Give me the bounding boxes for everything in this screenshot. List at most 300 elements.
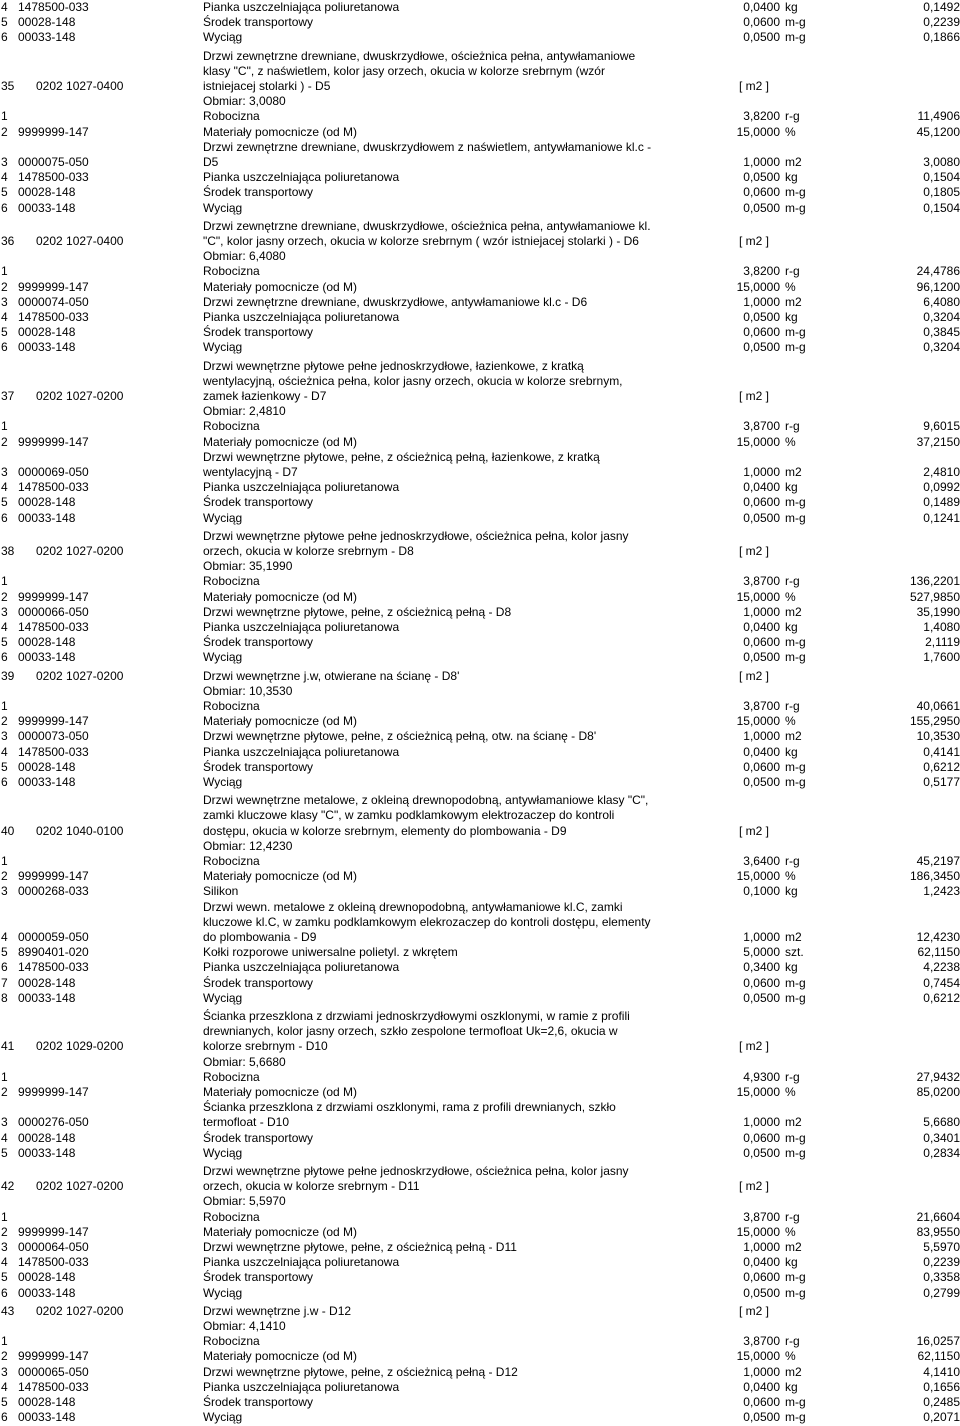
total-value: 0,0992	[923, 480, 960, 495]
quantity-value: 0,0600	[743, 1130, 780, 1145]
unit-label: m2	[785, 1240, 802, 1254]
unit-bracket: [ m2 ]	[739, 1179, 770, 1194]
row-number: 41	[1, 1039, 15, 1054]
resource-row	[0, 264, 960, 279]
unit-label: m2	[785, 729, 802, 744]
quantity-value: 0,0600	[743, 1395, 780, 1409]
catalog-code: 9999999-147	[18, 124, 89, 139]
resource-row	[0, 960, 960, 975]
description-line: Drzwi wewn. metalowe z okleiną drewnopodobną, antywłamaniowe kl.C, zamki	[203, 899, 623, 914]
total-value: 527,9850	[909, 589, 960, 604]
total-value: 0,2485	[923, 1395, 960, 1409]
unit-label: %	[785, 589, 796, 604]
catalog-code: 00033-148	[18, 30, 76, 45]
quantity-value: 0,0500	[743, 1285, 780, 1300]
row-number: 5	[1, 15, 8, 30]
catalog-code: 0000069-050	[18, 464, 89, 479]
unit-label: kg	[785, 480, 798, 495]
total-value: 0,6212	[923, 759, 960, 774]
total-value: 9,6015	[923, 419, 960, 434]
position-row	[0, 669, 960, 684]
row-number: 6	[1, 960, 8, 975]
resource-row	[0, 1270, 960, 1285]
catalog-code: 0000075-050	[18, 154, 89, 169]
description-line: Drzwi wewnętrzne płytowe pełne jednoskrzydłowe, ościeżnica pełna, kolor jasny	[203, 1164, 629, 1178]
description-line: Wyciąg	[203, 1410, 243, 1425]
unit-label: r-g	[785, 419, 800, 434]
unit-label: kg	[785, 170, 798, 185]
quantity-value: 0,0500	[743, 200, 780, 215]
description-line: Wyciąg	[203, 510, 243, 525]
description-line: Środek transportowy	[203, 325, 314, 340]
quantity-value: 3,6400	[743, 854, 780, 868]
catalog-code: 00028-148	[18, 1395, 76, 1409]
resource-row	[0, 854, 960, 869]
unit-bracket: [ m2 ]	[739, 543, 770, 558]
description-line: Materiały pomocnicze (od M)	[203, 1085, 358, 1099]
row-number: 6	[1, 1410, 8, 1425]
catalog-code: 1478500-033	[18, 480, 89, 495]
catalog-code: 9999999-147	[18, 434, 89, 449]
description-line: istniejacej stolarki ) - D5	[203, 78, 331, 93]
row-number: 6	[1, 1285, 8, 1300]
obmiar-line: Obmiar: 10,3530	[203, 683, 293, 698]
row-number: 4	[1, 1379, 8, 1394]
description-line: Robocizna	[203, 264, 260, 279]
total-value: 3,0080	[923, 154, 960, 169]
quantity-value: 0,1000	[743, 884, 780, 899]
description-line: Środek transportowy	[203, 975, 314, 990]
unit-label: r-g	[785, 574, 800, 589]
total-value: 0,2834	[923, 1145, 960, 1160]
obmiar-line: Obmiar: 3,0080	[203, 94, 286, 109]
unit-label: szt.	[785, 945, 804, 960]
row-number: 2	[1, 714, 8, 729]
quantity-value: 15,0000	[736, 589, 780, 604]
total-value: 0,3204	[923, 340, 960, 355]
row-number: 6	[1, 775, 8, 789]
quantity-value: 0,0600	[743, 759, 780, 774]
resource-row	[0, 125, 960, 140]
quantity-value: 0,0500	[743, 170, 780, 185]
unit-label: kg	[785, 620, 798, 634]
quantity-value: 1,0000	[743, 154, 780, 169]
total-value: 35,1990	[916, 604, 960, 619]
resource-row	[0, 140, 960, 170]
quantity-value: 5,0000	[743, 945, 780, 960]
description-line: Środek transportowy	[203, 1395, 314, 1409]
unit-label: %	[785, 434, 796, 449]
unit-label: m-g	[785, 759, 806, 774]
row-number: 36	[1, 233, 15, 248]
row-number: 4	[1, 620, 8, 634]
unit-label: m2	[785, 464, 802, 479]
position-row	[0, 1009, 960, 1055]
quantity-value: 1,0000	[743, 729, 780, 744]
catalog-code: 0202 1027-0200	[36, 543, 124, 558]
row-number: 5	[1, 325, 8, 340]
description-line: Materiały pomocnicze (od M)	[203, 1224, 358, 1239]
unit-label: m-g	[785, 650, 806, 665]
total-value: 0,3358	[923, 1270, 960, 1285]
row-number: 6	[1, 650, 8, 665]
total-value: 155,2950	[909, 714, 960, 729]
resource-row	[0, 1410, 960, 1425]
quantity-value: 3,8200	[743, 264, 780, 279]
description-line: Środek transportowy	[203, 1130, 314, 1145]
row-number: 4	[1, 170, 8, 185]
total-value: 37,2150	[916, 434, 960, 449]
description-line: Drzwi wewnętrzne płytowe pełne jednoskrzydłowe, łazienkowe, z kratką	[203, 358, 584, 373]
row-number: 8	[1, 990, 8, 1005]
unit-label: kg	[785, 310, 798, 324]
unit-label: %	[785, 124, 796, 139]
resource-row	[0, 30, 960, 45]
unit-label: m-g	[785, 1145, 806, 1160]
resource-row	[0, 714, 960, 729]
row-number: 5	[1, 1145, 8, 1160]
row-number: 5	[1, 1395, 8, 1409]
total-value: 0,1492	[923, 0, 960, 14]
row-number: 35	[1, 78, 15, 93]
catalog-code: 00033-148	[18, 1145, 76, 1160]
obmiar-line: Obmiar: 4,1410	[203, 1319, 286, 1333]
total-value: 1,4080	[923, 620, 960, 634]
catalog-code: 00028-148	[18, 1130, 76, 1145]
resource-row	[0, 775, 960, 790]
catalog-code: 9999999-147	[18, 714, 89, 729]
quantity-value: 15,0000	[736, 869, 780, 884]
resource-row	[0, 0, 960, 15]
catalog-code: 00028-148	[18, 495, 76, 510]
resource-row	[0, 1395, 960, 1410]
resource-row	[0, 991, 960, 1006]
catalog-code: 9999999-147	[18, 1349, 89, 1364]
description-line: Silikon	[203, 884, 239, 899]
total-value: 1,7600	[923, 650, 960, 665]
row-number: 7	[1, 975, 8, 990]
resource-row	[0, 419, 960, 434]
row-number: 4	[1, 310, 8, 324]
catalog-code: 0202 1040-0100	[36, 823, 124, 838]
description-line: Wyciąg	[203, 650, 243, 665]
unit-bracket: [ m2 ]	[739, 233, 770, 248]
description-line: Drzwi wewnętrzne płytowe pełne jednoskrzydłowe, ościeżnica pełna, kolor jasny	[203, 528, 629, 543]
resource-row	[0, 1225, 960, 1240]
quantity-value: 0,0500	[743, 340, 780, 355]
description-line: Materiały pomocnicze (od M)	[203, 434, 358, 449]
catalog-code: 0000268-033	[18, 884, 89, 899]
total-value: 0,1489	[923, 495, 960, 510]
row-number: 4	[1, 744, 8, 759]
unit-label: r-g	[785, 854, 800, 868]
row-number: 4	[1, 1130, 8, 1145]
row-number: 1	[1, 699, 8, 713]
quantity-value: 0,0500	[743, 650, 780, 665]
total-value: 0,3845	[923, 325, 960, 340]
catalog-code: 00028-148	[18, 325, 76, 340]
row-number: 2	[1, 124, 8, 139]
description-line: Drzwi zewnętrzne drewniane, dwuskrzydłowe, ościeżnica pełna, antywłamaniowe	[203, 48, 636, 63]
unit-bracket: [ m2 ]	[739, 1303, 770, 1318]
description-line: Robocizna	[203, 854, 260, 868]
catalog-code: 9999999-147	[18, 869, 89, 884]
resource-row	[0, 1085, 960, 1100]
catalog-code: 00033-148	[18, 1410, 76, 1425]
obmiar-line: Obmiar: 5,5970	[203, 1194, 286, 1209]
catalog-code: 0000065-050	[18, 1364, 89, 1379]
total-value: 1,2423	[923, 884, 960, 899]
catalog-code: 00033-148	[18, 340, 76, 355]
unit-label: m-g	[785, 1285, 806, 1300]
description-line: Materiały pomocnicze (od M)	[203, 714, 358, 729]
description-line: Pianka uszczelniająca poliuretanowa	[203, 960, 400, 975]
resource-row	[0, 280, 960, 295]
quantity-value: 3,8700	[743, 1334, 780, 1349]
catalog-code: 0202 1027-0400	[36, 78, 124, 93]
row-number: 40	[1, 823, 15, 838]
row-number: 1	[1, 1209, 8, 1224]
obmiar-line: Obmiar: 2,4810	[203, 404, 286, 419]
description-line: Drzwi wewnętrzne metalowe, z okleiną drewnopodobną, antywłamaniowe klasy "C",	[203, 793, 649, 808]
position-row	[0, 1164, 960, 1194]
resource-row	[0, 945, 960, 960]
description-line: Pianka uszczelniająca poliuretanowa	[203, 170, 400, 185]
resource-row	[0, 185, 960, 200]
catalog-code: 0000059-050	[18, 929, 89, 944]
row-number: 2	[1, 279, 8, 294]
unit-label: m2	[785, 929, 802, 944]
unit-label: m-g	[785, 1130, 806, 1145]
resource-row	[0, 650, 960, 665]
unit-bracket: [ m2 ]	[739, 668, 770, 683]
unit-label: m-g	[785, 510, 806, 525]
description-line: do plombowania - D9	[203, 929, 317, 944]
total-value: 45,1200	[916, 124, 960, 139]
description-line: Pianka uszczelniająca poliuretanowa	[203, 1255, 400, 1270]
description-line: kluczowe kl.C, w zamku podklamkowym elekrozaczep do kontroli dostępu, elementy	[203, 914, 651, 929]
description-line: Pianka uszczelniająca poliuretanowa	[203, 310, 400, 324]
quantity-value: 0,0500	[743, 310, 780, 324]
total-value: 10,3530	[916, 729, 960, 744]
total-value: 0,1805	[923, 185, 960, 200]
total-value: 27,9432	[916, 1069, 960, 1084]
total-value: 0,2071	[923, 1410, 960, 1425]
resource-row	[0, 620, 960, 635]
quantity-value: 15,0000	[736, 124, 780, 139]
catalog-code: 1478500-033	[18, 0, 89, 14]
total-value: 4,1410	[923, 1364, 960, 1379]
quantity-value: 1,0000	[743, 1364, 780, 1379]
quantity-value: 0,0500	[743, 775, 780, 789]
catalog-code: 1478500-033	[18, 960, 89, 975]
quantity-value: 0,0600	[743, 15, 780, 30]
quantity-value: 15,0000	[736, 279, 780, 294]
row-number: 6	[1, 200, 8, 215]
quantity-value: 0,0400	[743, 1255, 780, 1270]
quantity-value: 1,0000	[743, 464, 780, 479]
total-value: 12,4230	[916, 929, 960, 944]
description-line: dostępu, okucia w kolorze srebrnym, elementy do plombowania - D9	[203, 823, 567, 838]
unit-label: m-g	[785, 325, 806, 340]
quantity-value: 1,0000	[743, 294, 780, 309]
description-line: Drzwi zewnętrzne drewniane, dwuskrzydłowe, ościeżnica pełna, antywłamaniowe kl.	[203, 218, 651, 233]
row-number: 1	[1, 1069, 8, 1084]
catalog-code: 0000064-050	[18, 1240, 89, 1254]
row-number: 5	[1, 635, 8, 650]
quantity-value: 3,8700	[743, 574, 780, 589]
quantity-value: 0,0500	[743, 990, 780, 1005]
quantity-value: 3,8700	[743, 419, 780, 434]
row-number: 39	[1, 668, 15, 683]
row-number: 4	[1, 0, 8, 14]
resource-row	[0, 1349, 960, 1364]
position-row	[0, 529, 960, 559]
total-value: 11,4906	[917, 109, 960, 124]
description-line: Środek transportowy	[203, 635, 314, 650]
total-value: 4,2238	[923, 960, 960, 975]
catalog-code: 1478500-033	[18, 1255, 89, 1270]
row-number: 3	[1, 1364, 8, 1379]
catalog-code: 00028-148	[18, 15, 76, 30]
total-value: 0,6212	[923, 990, 960, 1005]
description-line: Środek transportowy	[203, 759, 314, 774]
resource-row	[0, 15, 960, 30]
row-number: 1	[1, 854, 8, 868]
quantity-value: 3,8700	[743, 699, 780, 713]
resource-row	[0, 511, 960, 526]
unit-bracket: [ m2 ]	[739, 78, 770, 93]
quantity-value: 15,0000	[736, 714, 780, 729]
description-line: wentylacyjną, ościeżnica pełna, kolor jasny orzech, okucia w kolorze srebrnym,	[203, 373, 623, 388]
resource-row	[0, 1255, 960, 1270]
resource-row	[0, 170, 960, 185]
quantity-value: 15,0000	[736, 1224, 780, 1239]
total-value: 0,2799	[923, 1285, 960, 1300]
unit-label: r-g	[785, 699, 800, 713]
description-line: kolorze srebrnym - D10	[203, 1039, 328, 1054]
resource-row	[0, 1070, 960, 1085]
row-number: 5	[1, 759, 8, 774]
description-line: Środek transportowy	[203, 495, 314, 510]
resource-row	[0, 435, 960, 450]
total-value: 2,1119	[925, 635, 960, 650]
quantity-value: 0,0400	[743, 480, 780, 495]
resource-row	[0, 745, 960, 760]
catalog-code: 0000276-050	[18, 1115, 89, 1130]
row-number: 2	[1, 1349, 8, 1364]
row-number: 1	[1, 109, 8, 124]
unit-label: kg	[785, 744, 798, 759]
row-number: 5	[1, 495, 8, 510]
unit-label: m2	[785, 1115, 802, 1130]
unit-bracket: [ m2 ]	[739, 1039, 770, 1054]
row-number: 3	[1, 294, 8, 309]
quantity-value: 0,0400	[743, 1379, 780, 1394]
total-value: 0,1504	[923, 170, 960, 185]
catalog-code: 00033-148	[18, 650, 76, 665]
quantity-value: 0,0500	[743, 1145, 780, 1160]
unit-label: m-g	[785, 15, 806, 30]
description-line: Pianka uszczelniająca poliuretanowa	[203, 480, 400, 495]
description-line: Środek transportowy	[203, 15, 314, 30]
unit-label: kg	[785, 1379, 798, 1394]
quantity-value: 0,0500	[743, 1410, 780, 1425]
description-line: Drzwi wewnętrzne j.w, otwierane na ścianę - D8'	[203, 668, 460, 683]
row-number: 2	[1, 1085, 8, 1099]
description-line: Robocizna	[203, 1069, 260, 1084]
total-value: 24,4786	[916, 264, 960, 279]
row-number: 5	[1, 1270, 8, 1285]
obmiar-line: Obmiar: 6,4080	[203, 249, 286, 264]
row-number: 1	[1, 264, 8, 279]
catalog-code: 00033-148	[18, 1285, 76, 1300]
description-line: Drzwi wewnętrzne płytowe, pełne, z ościeżnicą pełną - D8	[203, 604, 512, 619]
unit-label: r-g	[785, 1209, 800, 1224]
quantity-value: 0,0400	[743, 620, 780, 634]
description-line: Robocizna	[203, 574, 260, 589]
resource-row	[0, 1240, 960, 1255]
description-line: Kołki rozporowe uniwersalne polietyl. z wkrętem	[203, 945, 458, 960]
row-number: 4	[1, 480, 8, 495]
description-line: Pianka uszczelniająca poliuretanowa	[203, 1379, 400, 1394]
catalog-code: 1478500-033	[18, 170, 89, 185]
catalog-code: 1478500-033	[18, 620, 89, 634]
catalog-code: 00033-148	[18, 990, 76, 1005]
total-value: 40,0661	[916, 699, 960, 713]
unit-label: %	[785, 869, 796, 884]
catalog-code: 0202 1027-0400	[36, 233, 124, 248]
total-value: 0,5177	[923, 775, 960, 789]
total-value: 0,3401	[923, 1130, 960, 1145]
catalog-code: 00028-148	[18, 1270, 76, 1285]
position-row	[0, 359, 960, 405]
total-value: 62,1150	[917, 1349, 960, 1364]
quantity-value: 4,9300	[743, 1069, 780, 1084]
description-line: Drzwi wewnętrzne płytowe, pełne, z ościeżnicą pełną, łazienkowe, z kratką	[203, 449, 600, 464]
catalog-code: 0000073-050	[18, 729, 89, 744]
resource-row	[0, 1334, 960, 1349]
unit-label: m-g	[785, 775, 806, 789]
unit-label: r-g	[785, 1069, 800, 1084]
total-value: 5,6680	[923, 1115, 960, 1130]
unit-label: m-g	[785, 635, 806, 650]
description-line: zamki kluczowe klasy "C", w zamku podklamkowym elektrozaczep do kontroli	[203, 808, 615, 823]
row-number: 6	[1, 30, 8, 45]
total-value: 21,6604	[916, 1209, 960, 1224]
resource-row	[0, 201, 960, 216]
obmiar-line: Obmiar: 5,6680	[203, 1054, 286, 1069]
catalog-code: 00033-148	[18, 775, 76, 789]
unit-bracket: [ m2 ]	[739, 823, 770, 838]
resource-row	[0, 760, 960, 775]
description-line: Wyciąg	[203, 30, 243, 45]
unit-label: r-g	[785, 264, 800, 279]
description-line: Pianka uszczelniająca poliuretanowa	[203, 744, 400, 759]
unit-label: r-g	[785, 109, 800, 124]
resource-row	[0, 884, 960, 899]
total-value: 2,4810	[923, 464, 960, 479]
total-value: 0,1504	[923, 200, 960, 215]
total-value: 0,7454	[923, 975, 960, 990]
row-number: 5	[1, 945, 8, 960]
row-number: 3	[1, 1115, 8, 1130]
description-line: Materiały pomocnicze (od M)	[203, 1349, 358, 1364]
quantity-value: 3,8700	[743, 1209, 780, 1224]
unit-label: m-g	[785, 990, 806, 1005]
catalog-code: 00028-148	[18, 185, 76, 200]
resource-row	[0, 1380, 960, 1395]
